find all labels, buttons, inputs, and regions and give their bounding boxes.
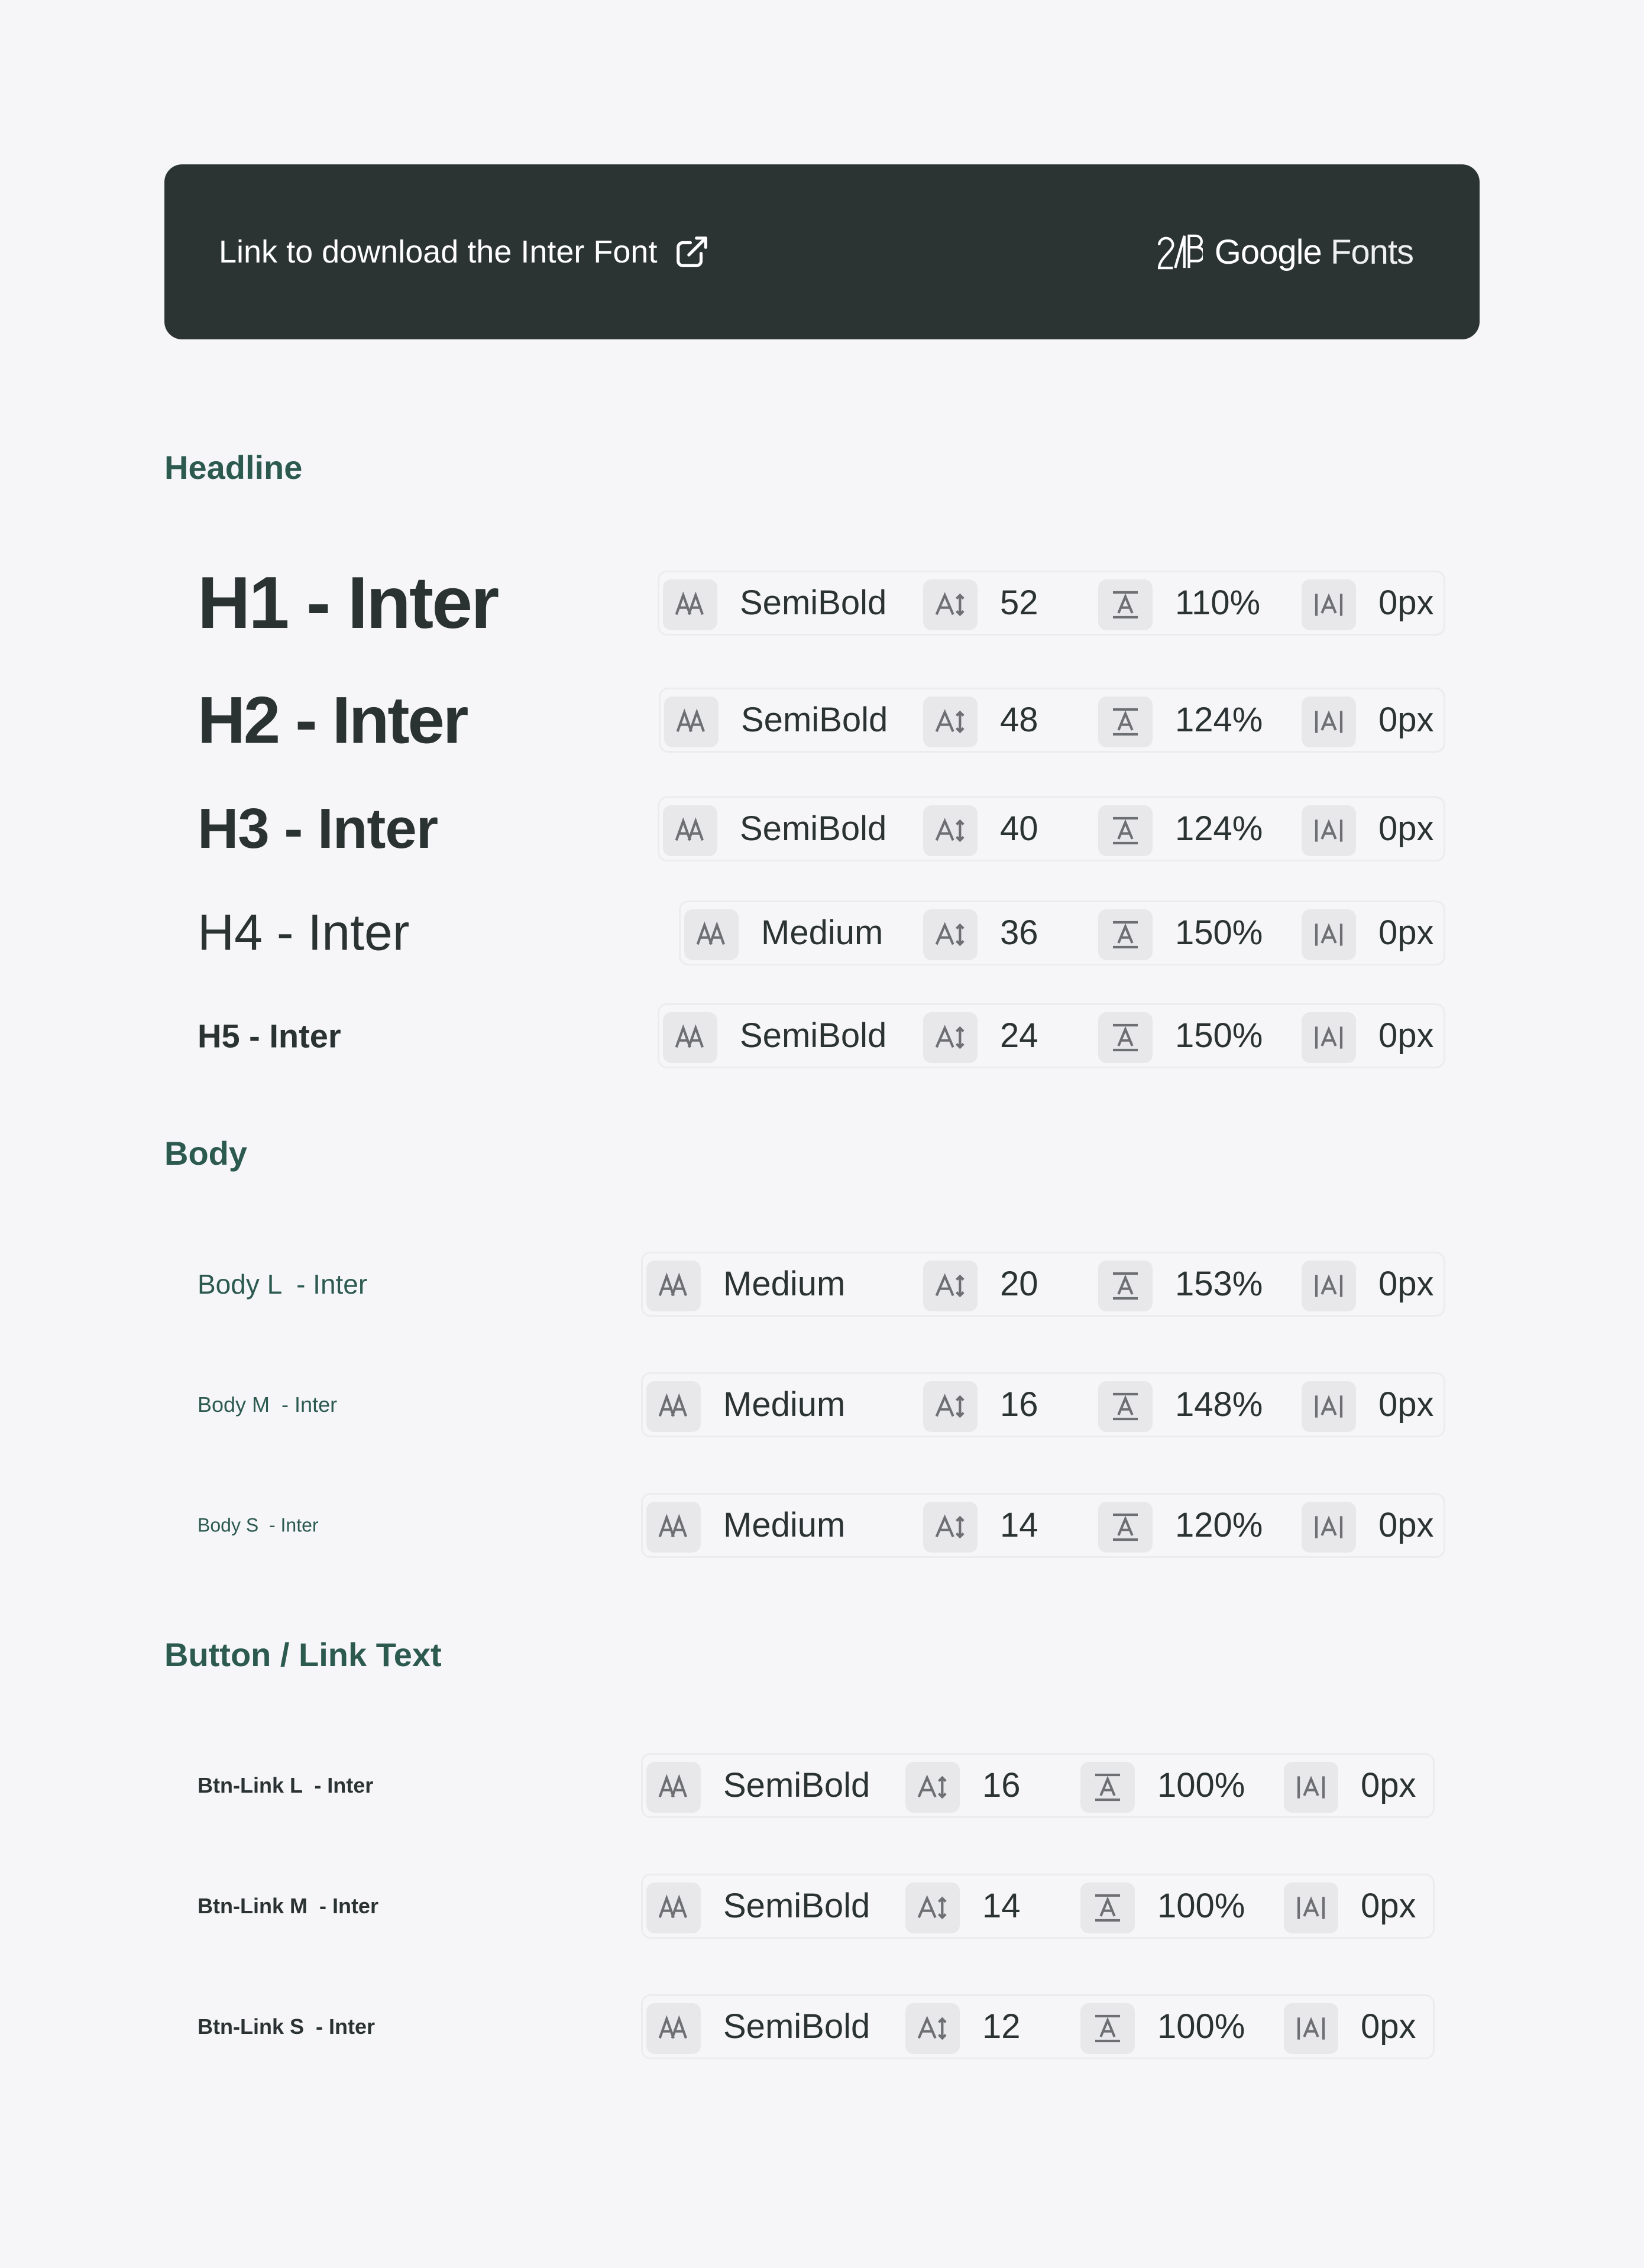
letter-spacing-icon (1302, 579, 1356, 630)
font-size-value: 24 (1000, 1016, 1038, 1055)
type-style-row (0, 1750, 1644, 1821)
font-size-icon (905, 2003, 960, 2054)
google-fonts-icon (1157, 234, 1203, 270)
font-size-icon (923, 696, 978, 747)
download-banner (164, 164, 1480, 339)
font-weight-value: SemiBold (740, 584, 887, 622)
type-style-row (0, 1871, 1644, 1942)
type-spec-card (679, 900, 1445, 965)
google-fonts-wordmark: Google Fonts (1214, 232, 1413, 271)
letter-spacing-icon (1302, 696, 1356, 747)
font-weight-value: SemiBold (740, 1016, 887, 1055)
type-spec-card (641, 1994, 1435, 2059)
letter-spacing-value: 0px (1378, 701, 1434, 739)
letter-spacing-icon (1302, 1261, 1356, 1311)
line-height-value: 100% (1157, 2007, 1245, 2046)
section-body: Body (164, 1135, 247, 1172)
type-spec-card (641, 1493, 1445, 1558)
font-size-value: 48 (1000, 701, 1038, 739)
line-height-icon (1098, 1381, 1153, 1432)
font-size-value: 40 (1000, 809, 1038, 848)
font-weight-icon (646, 1762, 701, 1813)
line-height-value: 120% (1175, 1506, 1263, 1544)
type-style-label: Btn-Link L - Inter (198, 1773, 374, 1797)
font-size-value: 16 (1000, 1385, 1038, 1424)
letter-spacing-value: 0px (1378, 1385, 1434, 1424)
font-weight-value: SemiBold (723, 1766, 870, 1804)
line-height-value: 148% (1175, 1385, 1263, 1424)
font-size-icon (923, 805, 978, 856)
line-height-icon (1080, 1883, 1135, 1933)
type-spec-card (659, 688, 1445, 753)
letter-spacing-value: 0px (1378, 809, 1434, 848)
font-weight-icon (646, 1261, 701, 1311)
font-size-icon (923, 1261, 978, 1311)
font-size-icon (923, 579, 978, 630)
type-style-row (0, 1000, 1644, 1071)
font-size-value: 14 (982, 1887, 1021, 1925)
letter-spacing-value: 0px (1378, 1265, 1434, 1303)
font-size-icon (923, 1012, 978, 1063)
font-weight-icon (663, 579, 717, 630)
letter-spacing-value: 0px (1361, 1887, 1416, 1925)
font-weight-value: Medium (761, 913, 884, 952)
font-weight-value: Medium (723, 1265, 846, 1303)
font-weight-icon (646, 1381, 701, 1432)
letter-spacing-icon (1302, 1012, 1356, 1063)
type-style-label: Body M - Inter (198, 1392, 338, 1417)
type-spec-card (658, 1003, 1445, 1068)
type-style-label: H2 - Inter (198, 683, 467, 757)
line-height-icon (1098, 1261, 1153, 1311)
type-spec-card (641, 1874, 1435, 1939)
type-style-row (0, 1249, 1644, 1320)
letter-spacing-icon (1302, 1502, 1356, 1553)
line-height-icon (1098, 805, 1153, 856)
section-button-link-text: Button / Link Text (164, 1636, 442, 1673)
type-style-row (0, 793, 1644, 864)
line-height-icon (1080, 1762, 1135, 1813)
font-weight-icon (684, 909, 739, 960)
line-height-icon (1098, 579, 1153, 630)
font-weight-icon (646, 1502, 701, 1553)
type-style-label: Body S - Inter (198, 1514, 319, 1536)
type-spec-card (641, 1252, 1445, 1317)
font-size-icon (923, 1502, 978, 1553)
type-style-row (0, 685, 1644, 756)
type-style-label: H1 - Inter (198, 562, 498, 644)
font-size-value: 36 (1000, 913, 1038, 952)
font-size-value: 16 (982, 1766, 1021, 1804)
download-link-text[interactable]: Link to download the Inter Font (219, 234, 658, 270)
line-height-icon (1098, 1502, 1153, 1553)
font-weight-icon (646, 1883, 701, 1933)
type-spec-card (658, 571, 1445, 636)
font-size-icon (905, 1762, 960, 1813)
external-link-icon[interactable] (674, 234, 710, 270)
font-weight-value: SemiBold (723, 1887, 870, 1925)
letter-spacing-value: 0px (1378, 1506, 1434, 1544)
type-style-row (0, 1490, 1644, 1561)
font-weight-value: SemiBold (741, 701, 888, 739)
type-style-label: H5 - Inter (198, 1017, 341, 1055)
letter-spacing-icon (1302, 805, 1356, 856)
line-height-icon (1098, 696, 1153, 747)
font-weight-icon (663, 1012, 717, 1063)
font-size-value: 20 (1000, 1265, 1038, 1303)
line-height-icon (1098, 1012, 1153, 1063)
letter-spacing-value: 0px (1361, 1766, 1416, 1804)
type-spec-card (641, 1372, 1445, 1437)
letter-spacing-icon (1284, 1762, 1338, 1813)
font-size-value: 12 (982, 2007, 1021, 2046)
line-height-value: 100% (1157, 1766, 1245, 1804)
font-size-icon (923, 1381, 978, 1432)
type-style-label: Btn-Link M - Inter (198, 1894, 378, 1918)
font-weight-icon (646, 2003, 701, 2054)
letter-spacing-icon (1284, 2003, 1338, 2054)
font-weight-icon (663, 805, 717, 856)
type-style-label: Btn-Link S - Inter (198, 2014, 375, 2039)
type-style-row (0, 898, 1644, 968)
letter-spacing-icon (1302, 909, 1356, 960)
line-height-icon (1098, 909, 1153, 960)
font-weight-value: Medium (723, 1506, 846, 1544)
font-size-icon (905, 1883, 960, 1933)
letter-spacing-value: 0px (1378, 913, 1434, 952)
type-style-row (0, 1369, 1644, 1440)
type-style-label: H4 - Inter (198, 904, 410, 961)
line-height-value: 150% (1175, 913, 1263, 952)
letter-spacing-value: 0px (1378, 1016, 1434, 1055)
font-size-value: 14 (1000, 1506, 1038, 1544)
line-height-value: 153% (1175, 1265, 1263, 1303)
font-weight-value: Medium (723, 1385, 846, 1424)
line-height-value: 124% (1175, 809, 1263, 848)
type-style-row (0, 1991, 1644, 2062)
type-spec-card (641, 1753, 1435, 1818)
line-height-value: 100% (1157, 1887, 1245, 1925)
line-height-value: 150% (1175, 1016, 1263, 1055)
font-weight-icon (664, 696, 719, 747)
line-height-value: 124% (1175, 701, 1263, 739)
letter-spacing-icon (1302, 1381, 1356, 1432)
type-style-label: Body L - Inter (198, 1269, 368, 1300)
font-weight-value: SemiBold (740, 809, 887, 848)
letter-spacing-value: 0px (1361, 2007, 1416, 2046)
type-style-row (0, 562, 1644, 644)
font-weight-value: SemiBold (723, 2007, 870, 2046)
section-headline: Headline (164, 449, 303, 486)
line-height-icon (1080, 2003, 1135, 2054)
letter-spacing-value: 0px (1378, 584, 1434, 622)
font-size-value: 52 (1000, 584, 1038, 622)
type-spec-card (658, 796, 1445, 861)
letter-spacing-icon (1284, 1883, 1338, 1933)
google-fonts-logo (1157, 164, 1413, 339)
type-style-label: H3 - Inter (198, 797, 438, 860)
line-height-value: 110% (1175, 584, 1261, 622)
font-size-icon (923, 909, 978, 960)
download-inter-link[interactable] (219, 164, 710, 339)
